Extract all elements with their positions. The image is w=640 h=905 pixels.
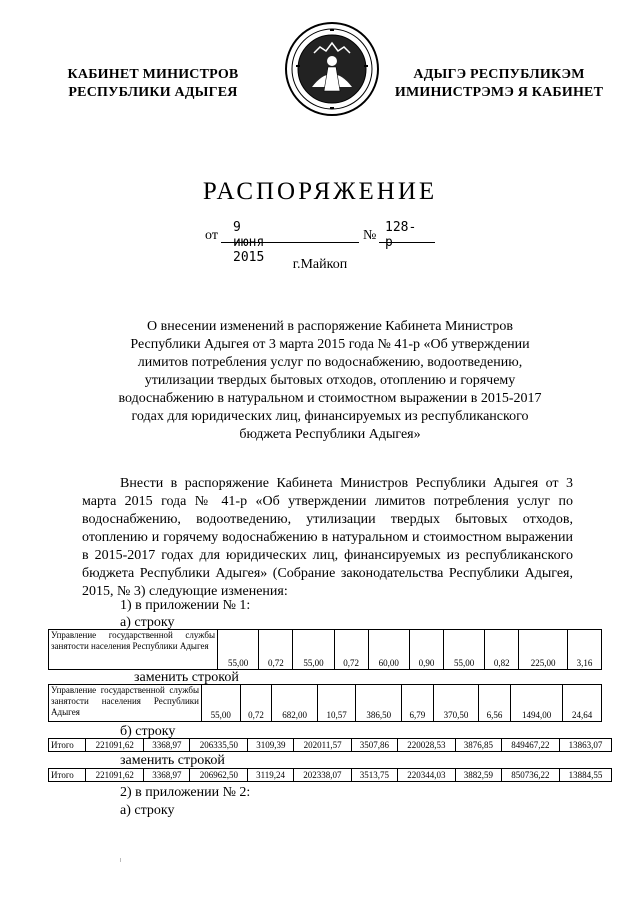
table-cell: 370,50 <box>433 685 479 722</box>
table-cell: 220344,03 <box>397 769 455 782</box>
table-cell: 3119,24 <box>248 769 294 782</box>
subject-line: О внесении изменений в распоряжение Кабинета Министров <box>146 319 514 334</box>
item-1: 1) в приложении № 1: <box>120 598 251 613</box>
table-cell-name: Управление государственной службы занятости населения Республики Адыгея <box>49 685 202 722</box>
table-original-total <box>48 738 612 752</box>
table-cell: 0,72 <box>334 630 368 670</box>
table-cell: 55,00 <box>293 630 334 670</box>
table-cell: 3109,39 <box>248 739 294 752</box>
table-cell: 206962,50 <box>190 769 248 782</box>
table-cell: 0,82 <box>485 630 519 670</box>
table-cell: 60,00 <box>368 630 409 670</box>
table-cell: 24,64 <box>563 685 602 722</box>
table-cell: 0,72 <box>240 685 272 722</box>
number-label: № <box>363 228 377 243</box>
table-row <box>49 630 602 670</box>
table-original-row-1 <box>48 629 602 670</box>
table-cell: 3368,97 <box>144 769 190 782</box>
item-1a: а) строку <box>120 615 175 630</box>
item-2a: а) строку <box>120 803 175 818</box>
table-cell: 10,57 <box>317 685 356 722</box>
table-cell-label: Итого <box>49 739 86 752</box>
header-left-line2: РЕСПУБЛИКИ АДЫГЕЯ <box>68 85 238 100</box>
subject-line: Республики Адыгея от 3 марта 2015 года № 41-р «Об утверждении <box>130 337 530 352</box>
table-cell-name: Управление государственной службы занятости населения Республики Адыгея <box>49 630 218 670</box>
table-cell: 202011,57 <box>294 739 352 752</box>
table-cell: 55,00 <box>202 685 241 722</box>
table-cell: 386,50 <box>356 685 402 722</box>
table-cell: 202338,07 <box>293 769 351 782</box>
subject-line: бюджета Республики Адыгея» <box>239 427 421 442</box>
subject <box>96 318 564 444</box>
body-paragraph: Внести в распоряжение Кабинета Министров Республики Адыгея от 3 марта 2015 года № 41-р «Об утверждении лимитов потребления услуг по водоснабжению, водоотведению, утилизации твердых бытовых отходов, отоплению и горячему водоснабжению в натуральном и стоимостном выражении в 2015-2017 годах для юридических лиц, финансируемых из республиканского бюджета Республики Адыгея» (Собрание законодательства Республики Адыгея, 2015, № 3) следующие изменения: <box>82 476 573 599</box>
table-cell: 221091,62 <box>86 739 144 752</box>
table-cell-label: Итого <box>49 769 86 782</box>
body-text <box>82 475 573 601</box>
header-right-line2: ИМИНИСТРЭМЭ Я КАБИНЕТ <box>394 85 604 100</box>
table-cell: 3507,86 <box>351 739 397 752</box>
subject-line: утилизации твердых бытовых отходов, отоплению и горячему <box>144 373 516 388</box>
table-cell: 220028,53 <box>397 739 455 752</box>
table-cell: 682,00 <box>272 685 318 722</box>
table-cell: 55,00 <box>218 630 259 670</box>
date-value: 9 июня 2015 <box>233 220 265 265</box>
document-title: РАСПОРЯЖЕНИЕ <box>202 178 438 205</box>
header-right <box>388 66 610 102</box>
table-row <box>49 769 612 782</box>
item-2: 2) в приложении № 2: <box>120 785 251 800</box>
item-1b: б) строку <box>120 724 176 739</box>
date-from-label: от <box>205 228 218 243</box>
subject-line: лимитов потребления услуг по водоснабжению, водоотведению, <box>137 355 523 370</box>
coat-of-arms-emblem <box>284 21 380 117</box>
table-cell: 13884,55 <box>559 769 611 782</box>
table-cell: 849467,22 <box>501 739 559 752</box>
table-cell: 1494,00 <box>510 685 562 722</box>
table-cell: 3513,75 <box>351 769 397 782</box>
header-right-line1: АДЫГЭ РЕСПУБЛИКЭМ <box>413 67 585 82</box>
table-cell: 0,72 <box>259 630 293 670</box>
table-cell: 0,90 <box>409 630 443 670</box>
table-cell: 55,00 <box>443 630 484 670</box>
table-cell: 3876,85 <box>455 739 501 752</box>
table-cell: 3,16 <box>567 630 601 670</box>
table-cell: 225,00 <box>519 630 568 670</box>
subject-line: годах для юридических лиц, финансируемых из республиканского <box>131 409 529 424</box>
table-cell: 13863,07 <box>559 739 611 752</box>
table-cell: 850736,22 <box>501 769 559 782</box>
replace-1: заменить строкой <box>134 670 239 685</box>
table-row <box>49 685 602 722</box>
table-replacement-total <box>48 768 612 782</box>
header-left-line1: КАБИНЕТ МИНИСТРОВ <box>67 67 239 82</box>
table-row <box>49 739 612 752</box>
table-cell: 6,56 <box>479 685 511 722</box>
replace-2: заменить строкой <box>120 753 225 768</box>
table-cell: 3368,97 <box>144 739 190 752</box>
table-replacement-row-1 <box>48 684 602 722</box>
header-left <box>48 66 258 102</box>
scan-mark <box>120 858 121 862</box>
table-cell: 6,79 <box>401 685 433 722</box>
table-cell: 206335,50 <box>190 739 248 752</box>
subject-line: водоснабжению в натуральном и стоимостном выражении в 2015-2017 <box>118 391 542 406</box>
table-cell: 221091,62 <box>86 769 144 782</box>
number-value: 128-р <box>385 220 417 250</box>
city: г.Майкоп <box>292 257 348 272</box>
table-cell: 3882,59 <box>455 769 501 782</box>
